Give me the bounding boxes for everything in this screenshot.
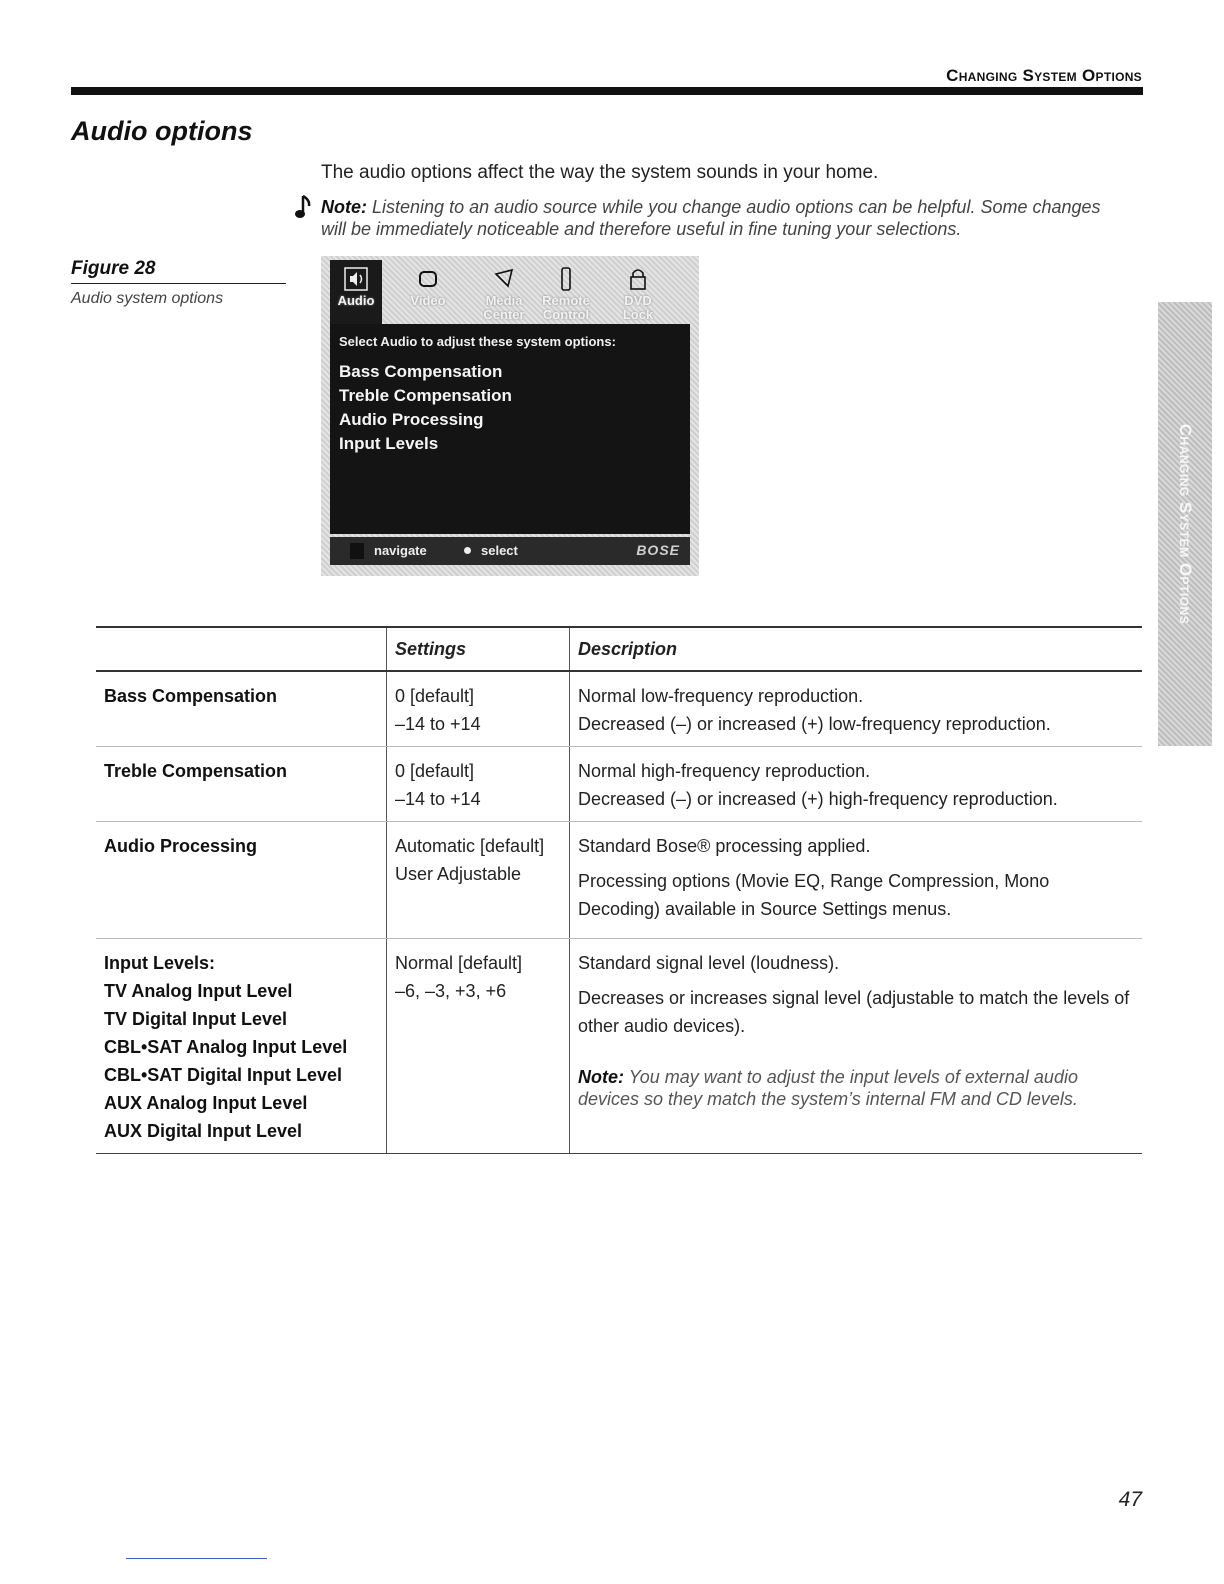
table-note-label: Note: (578, 1067, 624, 1087)
option-name: TV Analog Input Level (104, 981, 293, 1001)
description-cell (570, 671, 1143, 747)
table-note-text: You may want to adjust the input levels of external audio devices so they match the system’s internal FM and CD levels. (578, 1067, 1078, 1109)
description-text: Standard Bose® processing applied. (578, 836, 871, 856)
running-header: Changing System Options (946, 66, 1142, 85)
panel-options-list (339, 360, 512, 456)
tab-remote-control[interactable] (540, 260, 592, 326)
settings-cell (387, 939, 570, 1154)
option-name: Bass Compensation (104, 686, 278, 706)
page-number: 47 (1118, 1488, 1142, 1511)
settings-cell (387, 671, 570, 747)
setting-value: 0 [default] (395, 686, 475, 706)
select-hint: select (481, 543, 518, 558)
description-text: Decreased (–) or increased (+) low-frequency reproduction. (578, 714, 1051, 734)
setting-value: User Adjustable (395, 864, 522, 884)
table-header-row (96, 627, 1142, 671)
tv-icon (414, 266, 442, 292)
menu-screen (321, 256, 699, 576)
option-name: Treble Compensation (104, 761, 288, 781)
section-title: Audio options (71, 116, 253, 146)
tab-label: Remote Control (542, 293, 590, 322)
option-name: CBL•SAT Digital Input Level (104, 1065, 342, 1085)
list-item[interactable]: Treble Compensation (339, 386, 512, 405)
description-text: Processing options (Movie EQ, Range Compression, Mono Decoding) available in Source Settings menus. (578, 871, 1050, 919)
setting-value: –6, –3, +3, +6 (395, 981, 507, 1001)
setting-value: Normal [default] (395, 953, 523, 973)
figure-label: Figure 28 (71, 258, 286, 284)
option-name: AUX Analog Input Level (104, 1093, 308, 1113)
list-item[interactable]: Input Levels (339, 434, 439, 453)
description-text: Standard signal level (loudness). (578, 953, 840, 973)
list-item[interactable]: Audio Processing (339, 410, 484, 429)
description-text: Decreases or increases signal level (adjustable to match the levels of other audio devices). (578, 988, 1130, 1036)
lock-icon (624, 266, 652, 292)
setting-value: –14 to +14 (395, 714, 481, 734)
table-row (96, 747, 1142, 822)
setting-value: –14 to +14 (395, 789, 481, 809)
navigate-hint: navigate (374, 543, 427, 558)
description-cell (570, 747, 1143, 822)
header-rule (71, 87, 1143, 95)
description-cell (570, 939, 1143, 1154)
description-text: Normal low-frequency reproduction. (578, 686, 864, 706)
figure-caption: Audio system options (71, 290, 224, 307)
note (321, 196, 1111, 240)
option-name: Input Levels: (104, 953, 216, 973)
menu-tabs (330, 260, 690, 326)
panel-heading: Select Audio to adjust these system options: (339, 334, 616, 349)
panel-footer (330, 537, 690, 565)
list-item[interactable]: Bass Compensation (339, 362, 503, 381)
remote-icon (552, 266, 580, 292)
option-name: AUX Digital Input Level (104, 1121, 303, 1141)
tab-label: Video (410, 293, 446, 308)
option-cell (96, 747, 387, 822)
navigate-icon (350, 543, 364, 559)
description-text: Normal high-frequency reproduction. (578, 761, 871, 781)
options-panel (330, 324, 690, 534)
column-header: Settings (387, 627, 570, 671)
tab-dvd-lock[interactable] (612, 260, 664, 326)
side-thumb-tab (1158, 302, 1212, 746)
table-row (96, 939, 1142, 1154)
option-cell (96, 822, 387, 939)
option-name: TV Digital Input Level (104, 1009, 288, 1029)
tab-media-center[interactable] (478, 260, 530, 326)
note-label: Note: (321, 197, 367, 217)
brand-logo: BOSE (636, 542, 680, 558)
option-cell (96, 939, 387, 1154)
tab-label: Audio (337, 293, 375, 308)
tab-label: Media Center (483, 293, 525, 322)
options-table (96, 626, 1142, 1154)
option-cell (96, 671, 387, 747)
settings-cell (387, 747, 570, 822)
speaker-icon (342, 266, 370, 292)
settings-cell (387, 822, 570, 939)
setting-value: 0 [default] (395, 761, 475, 781)
column-header (96, 627, 387, 671)
description-cell (570, 822, 1143, 939)
side-tab-label: Changing System Options (1176, 423, 1195, 625)
table-note (578, 1066, 1134, 1110)
tab-video[interactable] (402, 260, 454, 326)
description-text: Decreased (–) or increased (+) high-frequency reproduction. (578, 789, 1058, 809)
table-row (96, 671, 1142, 747)
option-name: CBL•SAT Analog Input Level (104, 1037, 348, 1057)
intro-text: The audio options affect the way the system sounds in your home. (321, 162, 879, 183)
tab-label: DVD Lock (622, 293, 654, 322)
note-text: Listening to an audio source while you change audio options can be helpful. Some changes will be immediately noticeable and therefore useful in fine tuning your selections. (321, 197, 1101, 239)
setting-value: Automatic [default] (395, 836, 545, 856)
footer-link-rule (126, 1558, 267, 1559)
select-dot-icon (464, 547, 471, 554)
table-row (96, 822, 1142, 939)
column-header: Description (570, 627, 1143, 671)
media-disc-icon (490, 266, 518, 292)
option-name: Audio Processing (104, 836, 258, 856)
tab-audio[interactable] (330, 260, 382, 326)
music-note-icon (294, 194, 314, 220)
